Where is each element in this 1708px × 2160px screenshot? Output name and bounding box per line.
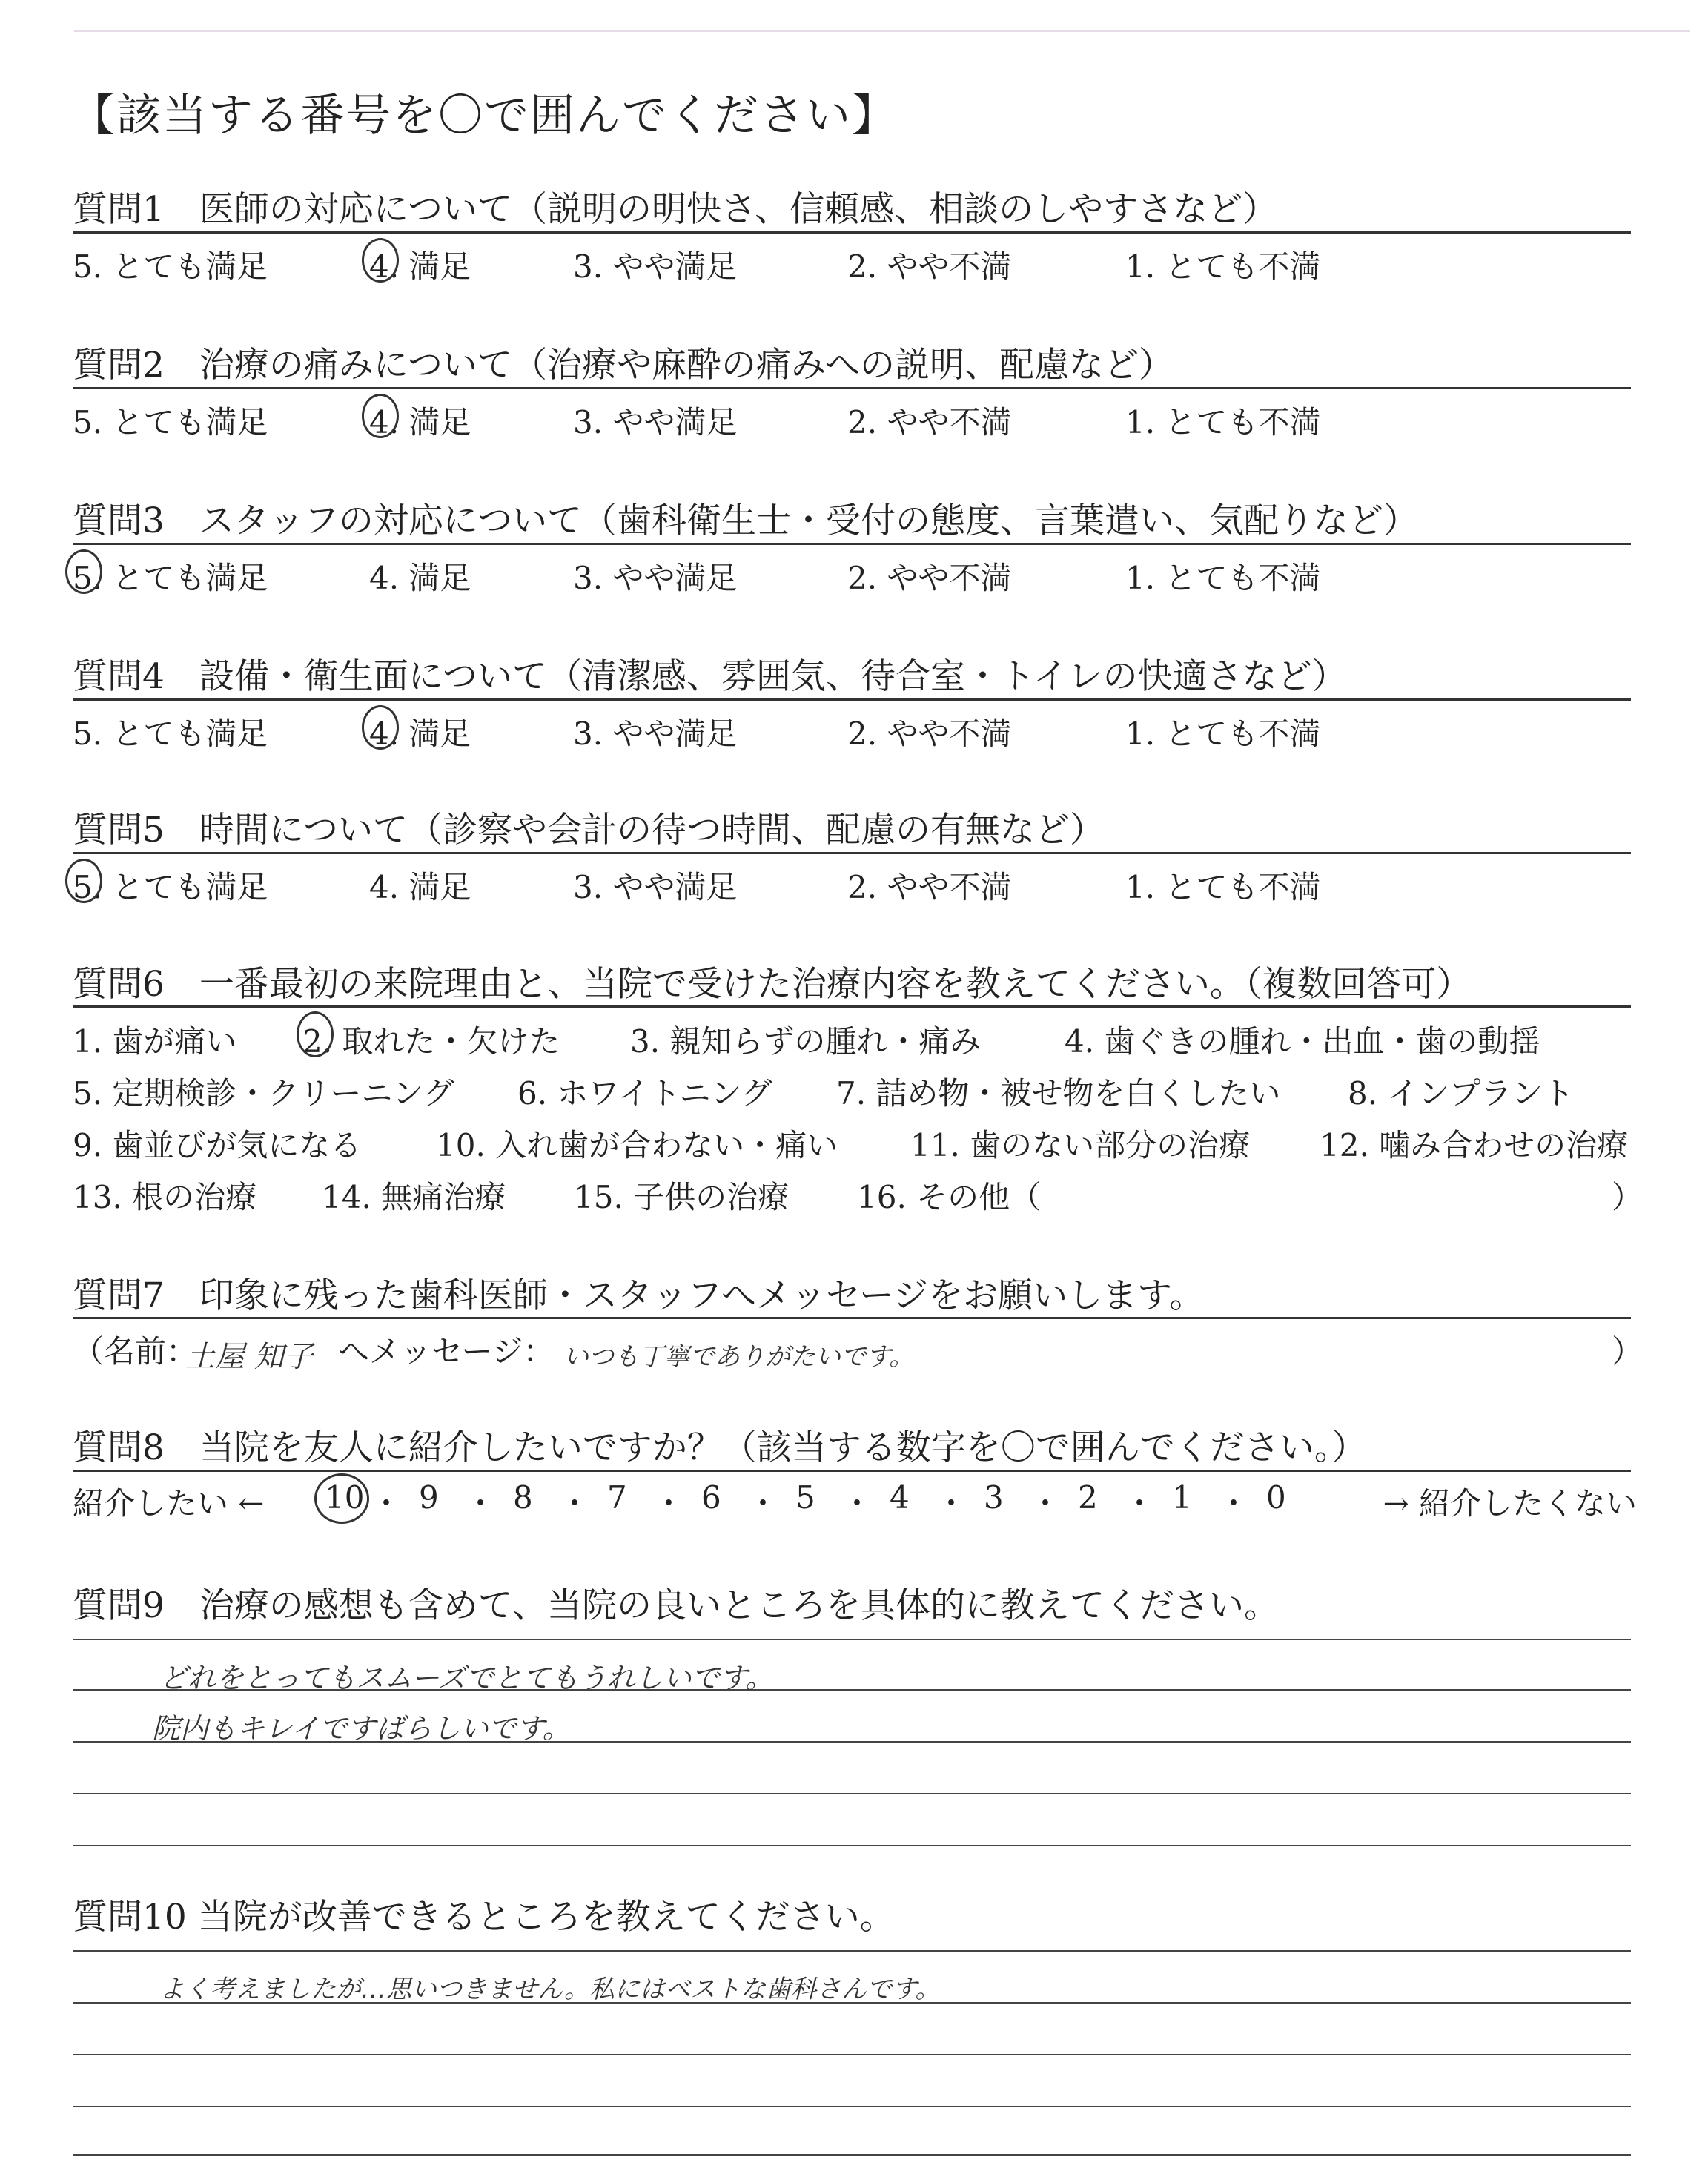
q8-scale	[73, 1479, 1637, 1520]
q1-option-1[interactable]: 1. とても不満	[1125, 248, 1321, 285]
q8-scale-4[interactable]: 4	[890, 1479, 910, 1516]
q4-title: 質問4 設備・衛生面について（清潔感、雰囲気、待合室・トイレの快適さなど）	[73, 656, 1347, 697]
q4-rule	[73, 698, 1631, 701]
q8-scale-3[interactable]: 3	[984, 1479, 1004, 1516]
q8-scale-dot: ・	[936, 1485, 967, 1522]
page-heading: 【該当する番号を〇で囲んでください】	[70, 90, 898, 142]
q8-scale-dot: ・	[653, 1485, 685, 1522]
q6-option-10[interactable]: 10. 入れ歯が合わない・痛い	[436, 1127, 838, 1163]
q10-line-5	[73, 2154, 1631, 2156]
q6-option-8[interactable]: 8. インプラント	[1348, 1075, 1575, 1112]
q7-name-label: （名前：	[73, 1333, 198, 1370]
q10-line-4	[73, 2106, 1631, 2107]
q8-scale-6[interactable]: 6	[701, 1479, 721, 1516]
q6-rule	[73, 1005, 1631, 1008]
q1-options	[73, 242, 1637, 285]
q7-title: 質問7 印象に残った歯科医師・スタッフへメッセージをお願いします。	[73, 1275, 1205, 1316]
q9-line-4	[73, 1793, 1631, 1794]
q6-option-6[interactable]: 6. ホワイトニング	[517, 1075, 772, 1112]
q6-option-3[interactable]: 3. 親知らずの腫れ・痛み	[630, 1023, 982, 1060]
q5-option-3[interactable]: 3. やや満足	[573, 869, 738, 905]
q3-option-1[interactable]: 1. とても不満	[1125, 560, 1321, 596]
q2-option-5[interactable]: 5. とても満足	[73, 404, 268, 440]
q1-option-4[interactable]: 4. 満足	[369, 248, 471, 285]
q8-right-label: → 紹介したくない	[1383, 1485, 1637, 1522]
q7-message-label: へメッセージ：	[338, 1333, 555, 1370]
q8-scale-2[interactable]: 2	[1078, 1479, 1098, 1516]
q2-option-3[interactable]: 3. やや満足	[573, 404, 738, 440]
q3-option-4[interactable]: 4. 満足	[369, 560, 471, 596]
q5-title: 質問5 時間について（診察や会計の待つ時間、配慮の有無など）	[73, 810, 1105, 851]
q3-option-3[interactable]: 3. やや満足	[573, 560, 738, 596]
q10-answer-line-1[interactable]: よく考えましたが…思いつきません。私にはベストな歯科さんです。	[159, 1975, 941, 2004]
q2-option-1[interactable]: 1. とても不満	[1125, 404, 1321, 440]
q8-scale-0[interactable]: 0	[1266, 1479, 1286, 1516]
q2-selected-circle	[362, 394, 399, 438]
q6-option-9[interactable]: 9. 歯並びが気になる	[73, 1127, 362, 1163]
q5-selected-circle	[65, 859, 102, 903]
q5-option-2[interactable]: 2. やや不満	[847, 869, 1012, 905]
q10-title: 質問10 当院が改善できるところを教えてください。	[73, 1897, 895, 1938]
q8-title: 質問8 当院を友人に紹介したいですか？（該当する数字を〇で囲んでください。）	[73, 1427, 1367, 1468]
q1-selected-circle	[362, 238, 399, 283]
q6-option-11[interactable]: 11. 歯のない部分の治療	[910, 1127, 1251, 1163]
q4-options	[73, 710, 1637, 752]
q6-option-14[interactable]: 14. 無痛治療	[322, 1179, 506, 1215]
q6-option-5[interactable]: 5. 定期検診・クリーニング	[73, 1075, 454, 1112]
q7-name-handwritten[interactable]: 土屋 知子	[185, 1340, 314, 1374]
q7-rule	[73, 1317, 1631, 1319]
q6-option-12[interactable]: 12. 噛み合わせの治療	[1320, 1127, 1629, 1163]
q2-rule	[73, 387, 1631, 389]
q7-message-handwritten[interactable]: いつも丁寧でありがたいです。	[563, 1342, 915, 1372]
q3-rule	[73, 543, 1631, 545]
q3-selected-circle	[65, 549, 102, 594]
q2-title: 質問2 治療の痛みについて（治療や麻酔の痛みへの説明、配慮など）	[73, 345, 1174, 386]
q3-options	[73, 554, 1637, 596]
q4-option-4[interactable]: 4. 満足	[369, 716, 471, 752]
q1-rule	[73, 231, 1631, 234]
q1-title: 質問1 医師の対応について（説明の明快さ、信頼感、相談のしやすさなど）	[73, 189, 1278, 230]
q10-line-3	[73, 2054, 1631, 2055]
q7-close-paren: ）	[1612, 1333, 1644, 1370]
q7-message-line	[73, 1327, 1644, 1374]
q6-option-16[interactable]: 16. その他（	[857, 1179, 1042, 1215]
q5-option-1[interactable]: 1. とても不満	[1125, 869, 1321, 905]
q8-scale-7[interactable]: 7	[607, 1479, 627, 1516]
q10-line-1	[73, 1950, 1631, 1952]
q1-option-3[interactable]: 3. やや満足	[573, 248, 738, 285]
q6-option-15[interactable]: 15. 子供の治療	[574, 1179, 790, 1215]
q8-scale-dot: ・	[371, 1485, 403, 1522]
q8-selected-circle	[314, 1473, 369, 1524]
q6-option-7[interactable]: 7. 詰め物・被せ物を白くしたい	[836, 1075, 1281, 1112]
q8-scale-5[interactable]: 5	[795, 1479, 815, 1516]
q8-scale-dot: ・	[841, 1485, 873, 1522]
q3-title: 質問3 スタッフの対応について（歯科衛生士・受付の態度、言葉遣い、気配りなど）	[73, 501, 1418, 541]
q8-scale-10[interactable]: 10	[325, 1479, 365, 1516]
q5-option-4[interactable]: 4. 満足	[369, 869, 471, 905]
q2-option-4[interactable]: 4. 満足	[369, 404, 471, 440]
q8-scale-9[interactable]: 9	[419, 1479, 439, 1516]
q6-option-1[interactable]: 1. 歯が痛い	[73, 1023, 237, 1060]
q8-scale-dot: ・	[747, 1485, 779, 1522]
q6-title: 質問6 一番最初の来院理由と、当院で受けた治療内容を教えてください。（複数回答可）	[73, 964, 1472, 1005]
q6-selected-circle	[297, 1011, 334, 1057]
q4-option-3[interactable]: 3. やや満足	[573, 716, 738, 752]
q3-option-5[interactable]: 5. とても満足	[73, 560, 268, 596]
q1-option-5[interactable]: 5. とても満足	[73, 248, 268, 285]
q4-option-2[interactable]: 2. やや不満	[847, 716, 1012, 752]
q6-option-2[interactable]: 2. 取れた・欠けた	[302, 1023, 560, 1060]
q1-option-2[interactable]: 2. やや不満	[847, 248, 1012, 285]
q6-other-close-paren: ）	[1612, 1179, 1644, 1215]
q2-option-2[interactable]: 2. やや不満	[847, 404, 1012, 440]
q8-rule	[73, 1470, 1631, 1472]
q8-scale-dot: ・	[1218, 1485, 1250, 1522]
q9-line-5	[73, 1845, 1631, 1846]
q9-answer-line-1[interactable]: どれをとってもスムーズでとてもうれしいです。	[159, 1662, 774, 1694]
q3-option-2[interactable]: 2. やや不満	[847, 560, 1012, 596]
q8-scale-8[interactable]: 8	[513, 1479, 533, 1516]
q9-answer-line-2[interactable]: 院内もキレイですばらしいです。	[152, 1712, 571, 1745]
q8-scale-dot: ・	[465, 1485, 497, 1522]
q5-options	[73, 863, 1637, 905]
q5-rule	[73, 852, 1631, 854]
q5-option-5[interactable]: 5. とても満足	[73, 869, 268, 905]
q6-option-4[interactable]: 4. 歯ぐきの腫れ・出血・歯の動揺	[1065, 1023, 1540, 1060]
q8-scale-dot: ・	[559, 1485, 591, 1522]
q8-scale-1[interactable]: 1	[1172, 1479, 1192, 1516]
q4-option-5[interactable]: 5. とても満足	[73, 716, 268, 752]
q9-line-1	[73, 1639, 1631, 1640]
q4-selected-circle	[362, 705, 399, 750]
q8-left-label: 紹介したい ←	[73, 1485, 265, 1522]
q8-scale-dot: ・	[1124, 1485, 1156, 1522]
q6-option-13[interactable]: 13. 根の治療	[73, 1179, 257, 1215]
q4-option-1[interactable]: 1. とても不満	[1125, 716, 1321, 752]
q2-options	[73, 398, 1637, 440]
page-top-border	[74, 30, 1690, 32]
q8-scale-dot: ・	[1030, 1485, 1062, 1522]
q9-title: 質問9 治療の感想も含めて、当院の良いところを具体的に教えてください。	[73, 1585, 1279, 1626]
